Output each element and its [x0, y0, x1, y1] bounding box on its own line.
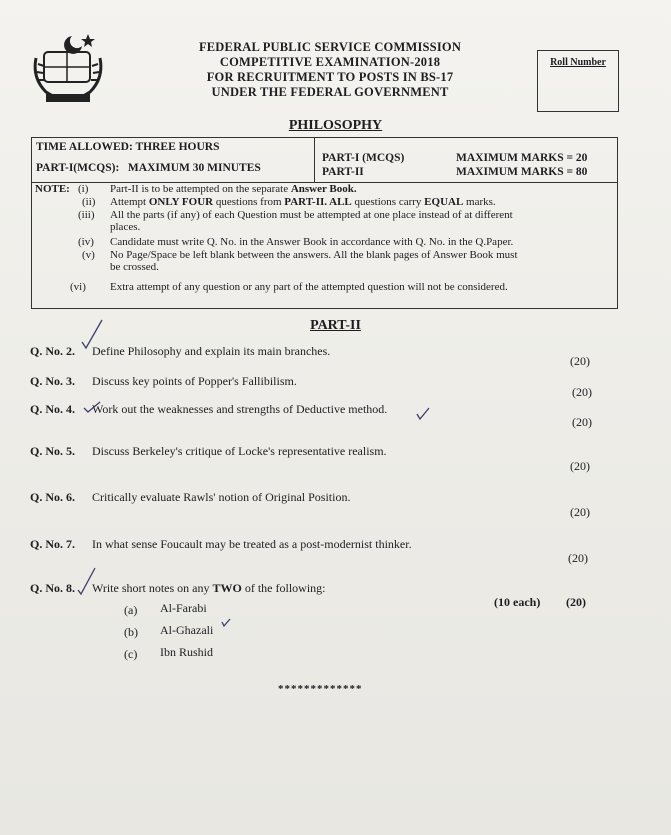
question-number: Q. No. 4.: [30, 402, 75, 416]
note-emphasis: PART-II. ALL: [284, 196, 352, 208]
question-emphasis: TWO: [212, 581, 242, 595]
end-marker: *************: [278, 683, 363, 695]
check-mark-icon: [417, 408, 429, 419]
check-mark-icon: [82, 320, 102, 348]
note-emphasis: ONLY FOUR: [148, 196, 214, 208]
subpart-text: Al-Farabi: [160, 601, 207, 615]
note-item-5: No Page/Space be left blank between the answers. All the blank pages of Answer Book must: [110, 249, 518, 261]
question-text-part: of the following:: [241, 581, 326, 595]
question-marks: (20): [566, 595, 586, 609]
note-num: (iv): [78, 236, 94, 248]
question-number: Q. No. 8.: [30, 581, 75, 595]
question-text: Define Philosophy and explain its main branches.: [92, 344, 331, 358]
question-number: Q. No. 3.: [30, 374, 75, 388]
question-marks: (20): [570, 354, 590, 368]
check-mark-icon: [222, 619, 230, 626]
question-text-part: Write short notes on any: [92, 581, 213, 595]
note-item-6: Extra attempt of any question or any part of the attempted question will not be considered.: [110, 281, 508, 293]
note-label: NOTE:: [35, 183, 70, 195]
question-number: Q. No. 6.: [30, 490, 75, 504]
question-text: In what sense Foucault may be treated as a post-modernist thinker.: [92, 537, 412, 551]
part1-time: PART-I(MCQS): MAXIMUM 30 MINUTES: [36, 162, 261, 174]
note-text: Part-II is to be attempted on the separate: [110, 183, 291, 195]
time-allowed: TIME ALLOWED: THREE HOURS: [36, 141, 220, 153]
note-item-5-cont: be crossed.: [110, 261, 159, 273]
note-text: questions from: [213, 196, 285, 208]
question-number: Q. No. 5.: [30, 444, 75, 458]
note-num: (iii): [78, 209, 95, 221]
question-text: Discuss key points of Popper's Fallibilism.: [92, 374, 297, 388]
question-marks: (20): [572, 385, 592, 399]
subject-title: PHILOSOPHY: [288, 118, 383, 133]
question-number: Q. No. 7.: [30, 537, 75, 551]
note-num: (ii): [82, 196, 96, 208]
question-marks: (20): [570, 505, 590, 519]
note-item-3-cont: places.: [110, 221, 141, 233]
part2-marks: MAXIMUM MARKS = 80: [456, 166, 588, 178]
header-line-3: FOR RECRUITMENT TO POSTS IN BS-17: [206, 70, 454, 84]
note-num: (vi): [70, 281, 86, 293]
roll-number-label: Roll Number: [550, 57, 606, 68]
header-line-4: UNDER THE FEDERAL GOVERNMENT: [211, 85, 449, 99]
subpart-label: (c): [124, 647, 138, 661]
subpart-label: (a): [124, 603, 138, 617]
note-text: questions carry: [351, 196, 425, 208]
note-item-3: All the parts (if any) of each Question must be attempted at one place instead of at different: [110, 209, 513, 221]
note-emphasis: Answer Book.: [290, 183, 357, 195]
part1-label: PART-I (MCQS): [322, 152, 405, 164]
part2-label: PART-II: [322, 166, 364, 178]
question-marks: (20): [568, 551, 588, 565]
subpart-text: Al-Ghazali: [160, 623, 214, 637]
note-text: Attempt: [110, 196, 149, 208]
part1-marks: MAXIMUM MARKS = 20: [456, 152, 588, 164]
question-marks: (20): [572, 415, 592, 429]
check-mark-icon: [78, 568, 95, 594]
question-text: Critically evaluate Rawls' notion of Original Position.: [92, 490, 351, 504]
question-text: Discuss Berkeley's critique of Locke's representative realism.: [92, 444, 387, 458]
header-line-1: FEDERAL PUBLIC SERVICE COMMISSION: [198, 40, 462, 54]
question-number: Q. No. 2.: [30, 344, 75, 358]
part-ii-title: PART-II: [310, 318, 361, 333]
subpart-text: Ibn Rushid: [160, 645, 214, 659]
subpart-label: (b): [124, 625, 138, 639]
note-emphasis: EQUAL: [424, 196, 464, 208]
question-marks: (20): [570, 459, 590, 473]
note-num: (v): [82, 249, 95, 261]
header-line-2: COMPETITIVE EXAMINATION-2018: [219, 55, 441, 69]
check-mark-icon: [84, 402, 100, 412]
each-marks: (10 each): [494, 595, 541, 609]
note-text: marks.: [463, 196, 496, 208]
note-num: (i): [78, 183, 89, 195]
question-text: Work out the weaknesses and strengths of Deductive method.: [92, 402, 388, 416]
note-item-4: Candidate must write Q. No. in the Answer Book in accordance with Q. No. in the Q.Paper.: [110, 236, 514, 248]
